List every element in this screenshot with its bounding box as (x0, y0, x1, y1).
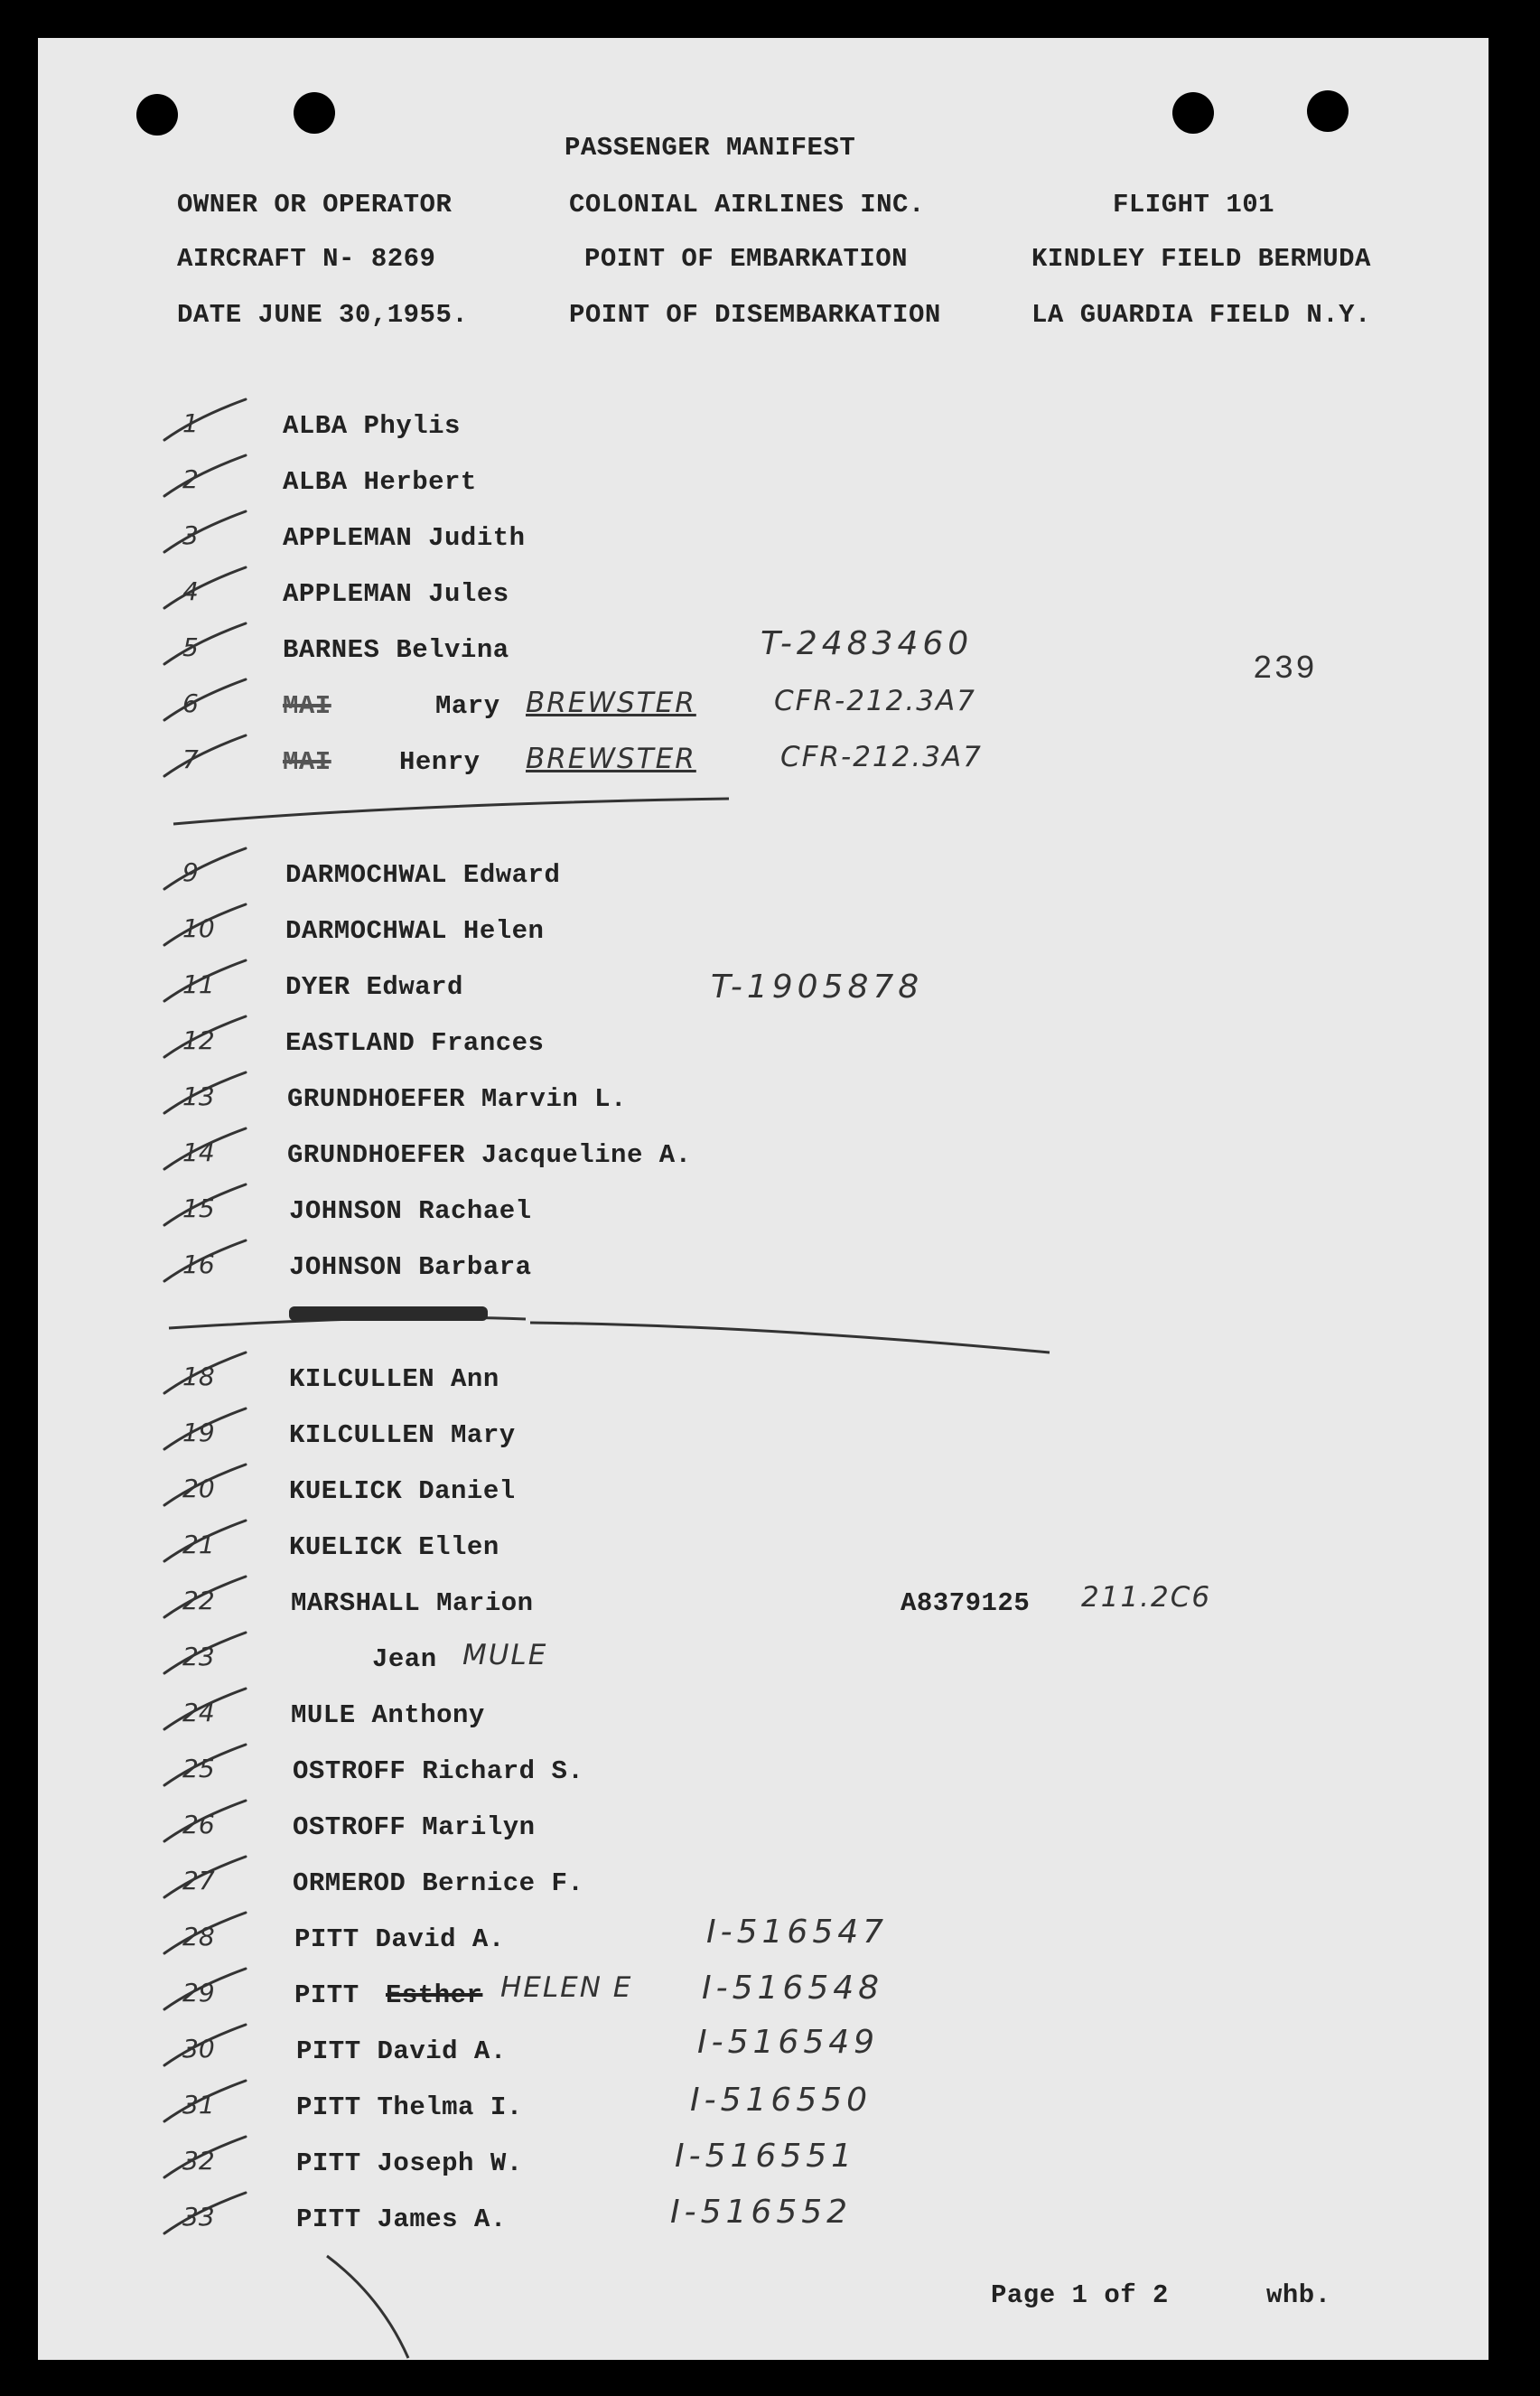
passenger-name: KUELICK Ellen (289, 1532, 499, 1562)
row-number: 7 (182, 744, 199, 774)
row-number: 11 (182, 969, 215, 999)
check-mark (164, 679, 246, 720)
row-number: 20 (182, 1474, 215, 1503)
manifest-title: PASSENGER MANIFEST (565, 133, 856, 163)
row-number: 9 (182, 857, 199, 887)
row-number: 10 (182, 913, 215, 943)
row-number: 6 (182, 688, 199, 718)
row-number: 28 (182, 1922, 215, 1951)
embarkation-point: KINDLEY FIELD BERMUDA (1031, 244, 1371, 274)
clerk-initials: whb. (1266, 2280, 1331, 2310)
check-mark (164, 735, 246, 776)
check-mark (164, 960, 246, 1001)
check-mark (164, 1240, 246, 1281)
row-number: 26 (182, 1810, 215, 1839)
struck-surname: MAI (283, 747, 331, 777)
handwritten-code: 211.2C6 (1081, 1581, 1212, 1614)
passenger-name: OSTROFF Richard S. (293, 1756, 584, 1786)
check-marks (164, 399, 246, 2233)
row-number: 22 (182, 1586, 215, 1615)
passenger-name: ORMEROD Bernice F. (293, 1868, 584, 1898)
passenger-document-number: CFR-212.3A7 (780, 741, 983, 773)
passenger-name: JOHNSON Rachael (289, 1196, 532, 1226)
row-number: 1 (182, 408, 199, 438)
check-mark (164, 455, 246, 496)
row-number: 13 (182, 1081, 215, 1111)
passenger-name: PITT James A. (296, 2204, 507, 2234)
check-mark (164, 848, 246, 889)
passenger-document-number: A8379125 (901, 1588, 1031, 1618)
row-number: 3 (182, 520, 199, 550)
check-mark (164, 1913, 246, 1953)
check-mark (164, 1409, 246, 1449)
passenger-name: DARMOCHWAL Edward (285, 860, 561, 890)
check-mark (164, 399, 246, 440)
check-mark (164, 1969, 246, 2009)
row-number: 23 (182, 1642, 215, 1671)
row-number: 25 (182, 1754, 215, 1783)
airline-name: COLONIAL AIRLINES INC. (569, 190, 925, 220)
check-mark (164, 2137, 246, 2177)
check-mark (164, 623, 246, 664)
embarkation-label: POINT OF EMBARKATION (584, 244, 909, 274)
passenger-document-number: T-2483460 (761, 625, 974, 662)
owner-label: OWNER OR OPERATOR (177, 190, 453, 220)
row-number: 24 (182, 1698, 215, 1727)
row-number: 12 (182, 1025, 215, 1055)
handwritten-surname: BREWSTER (526, 687, 696, 719)
passenger-name: DARMOCHWAL Helen (285, 916, 545, 946)
row-number: 21 (182, 1530, 215, 1559)
row-number: 33 (182, 2202, 215, 2232)
passenger-name: Mary (435, 691, 500, 721)
passenger-name: KILCULLEN Mary (289, 1420, 516, 1450)
passenger-document-number: I-516552 (670, 2194, 853, 2231)
passenger-name: ALBA Phylis (283, 411, 461, 441)
passenger-name: Henry (399, 747, 481, 777)
passenger-document-number: I-516548 (702, 1970, 884, 2007)
handwritten-surname: MULE (462, 1639, 548, 1671)
check-mark (164, 2025, 246, 2065)
passenger-document-number: CFR-212.3A7 (774, 685, 976, 717)
check-mark (164, 1689, 246, 1729)
row-number: 29 (182, 1978, 215, 2008)
row-number: 4 (182, 576, 199, 606)
disembarkation-label: POINT OF DISEMBARKATION (569, 300, 941, 330)
struck-given-name: Esther (386, 1980, 483, 2010)
tail-stroke (327, 2256, 408, 2358)
check-mark (164, 1072, 246, 1113)
passenger-name: ALBA Herbert (283, 467, 477, 497)
row-number: 15 (182, 1193, 215, 1223)
check-mark (164, 1184, 246, 1225)
passenger-name: MARSHALL Marion (291, 1588, 534, 1618)
cancellation-line (169, 1317, 1050, 1352)
row-number: 16 (182, 1249, 215, 1279)
check-mark (164, 1521, 246, 1561)
marginal-number: 239 (1253, 650, 1317, 688)
scribbled-out-name (289, 1306, 488, 1321)
passenger-name: PITT Joseph W. (296, 2148, 523, 2178)
disembarkation-point: LA GUARDIA FIELD N.Y. (1031, 300, 1371, 330)
check-mark (164, 1016, 246, 1057)
check-mark (164, 1801, 246, 1841)
check-mark (164, 511, 246, 552)
date-label: DATE JUNE 30,1955. (177, 300, 469, 330)
check-mark (164, 2193, 246, 2233)
struck-surname: MAI (283, 691, 331, 721)
passenger-name: PITT (294, 1980, 359, 2010)
check-mark (164, 1352, 246, 1393)
passenger-name: OSTROFF Marilyn (293, 1812, 536, 1842)
row-number: 14 (182, 1137, 215, 1167)
row-number: 32 (182, 2146, 215, 2176)
passenger-name: APPLEMAN Judith (283, 523, 526, 553)
ink-marks (38, 38, 1489, 2360)
check-mark (164, 1465, 246, 1505)
cancellation-line (173, 799, 729, 824)
passenger-name: PITT Thelma I. (296, 2092, 523, 2122)
handwritten-given-name: HELEN E (500, 1971, 633, 2004)
flight-number: FLIGHT 101 (1113, 190, 1275, 220)
passenger-document-number: I-516549 (697, 2024, 880, 2061)
passenger-document-number: I-516547 (706, 1914, 889, 1951)
aircraft-label: AIRCRAFT N- 8269 (177, 244, 436, 274)
check-mark (164, 1745, 246, 1785)
passenger-name: MULE Anthony (291, 1700, 485, 1730)
check-mark (164, 567, 246, 608)
passenger-name: DYER Edward (285, 972, 463, 1002)
check-mark (164, 1633, 246, 1673)
passenger-name: APPLEMAN Jules (283, 579, 509, 609)
passenger-name: JOHNSON Barbara (289, 1252, 532, 1282)
row-number: 19 (182, 1418, 215, 1447)
manifest-page (38, 38, 1489, 2360)
check-mark (164, 2081, 246, 2121)
passenger-name: BARNES Belvina (283, 635, 509, 665)
passenger-name: KUELICK Daniel (289, 1476, 516, 1506)
passenger-name: Jean (372, 1644, 437, 1674)
check-mark (164, 1577, 246, 1617)
passenger-name: EASTLAND Frances (285, 1028, 545, 1058)
handwritten-surname: BREWSTER (526, 743, 696, 775)
passenger-name: PITT David A. (294, 1924, 505, 1954)
row-number: 30 (182, 2034, 215, 2064)
passenger-name: GRUNDHOEFER Marvin L. (287, 1084, 627, 1114)
passenger-name: GRUNDHOEFER Jacqueline A. (287, 1140, 692, 1170)
passenger-document-number: I-516551 (675, 2138, 857, 2175)
row-number: 27 (182, 1866, 215, 1895)
row-number: 5 (182, 632, 199, 662)
passenger-name: PITT David A. (296, 2036, 507, 2066)
row-number: 31 (182, 2090, 215, 2120)
row-number: 18 (182, 1362, 215, 1391)
row-number: 2 (182, 464, 199, 494)
page-indicator: Page 1 of 2 (991, 2280, 1169, 2310)
passenger-document-number: I-516550 (690, 2082, 873, 2119)
passenger-document-number: T-1905878 (711, 969, 924, 1006)
check-mark (164, 1857, 246, 1897)
check-mark (164, 904, 246, 945)
passenger-name: KILCULLEN Ann (289, 1364, 499, 1394)
check-mark (164, 1128, 246, 1169)
